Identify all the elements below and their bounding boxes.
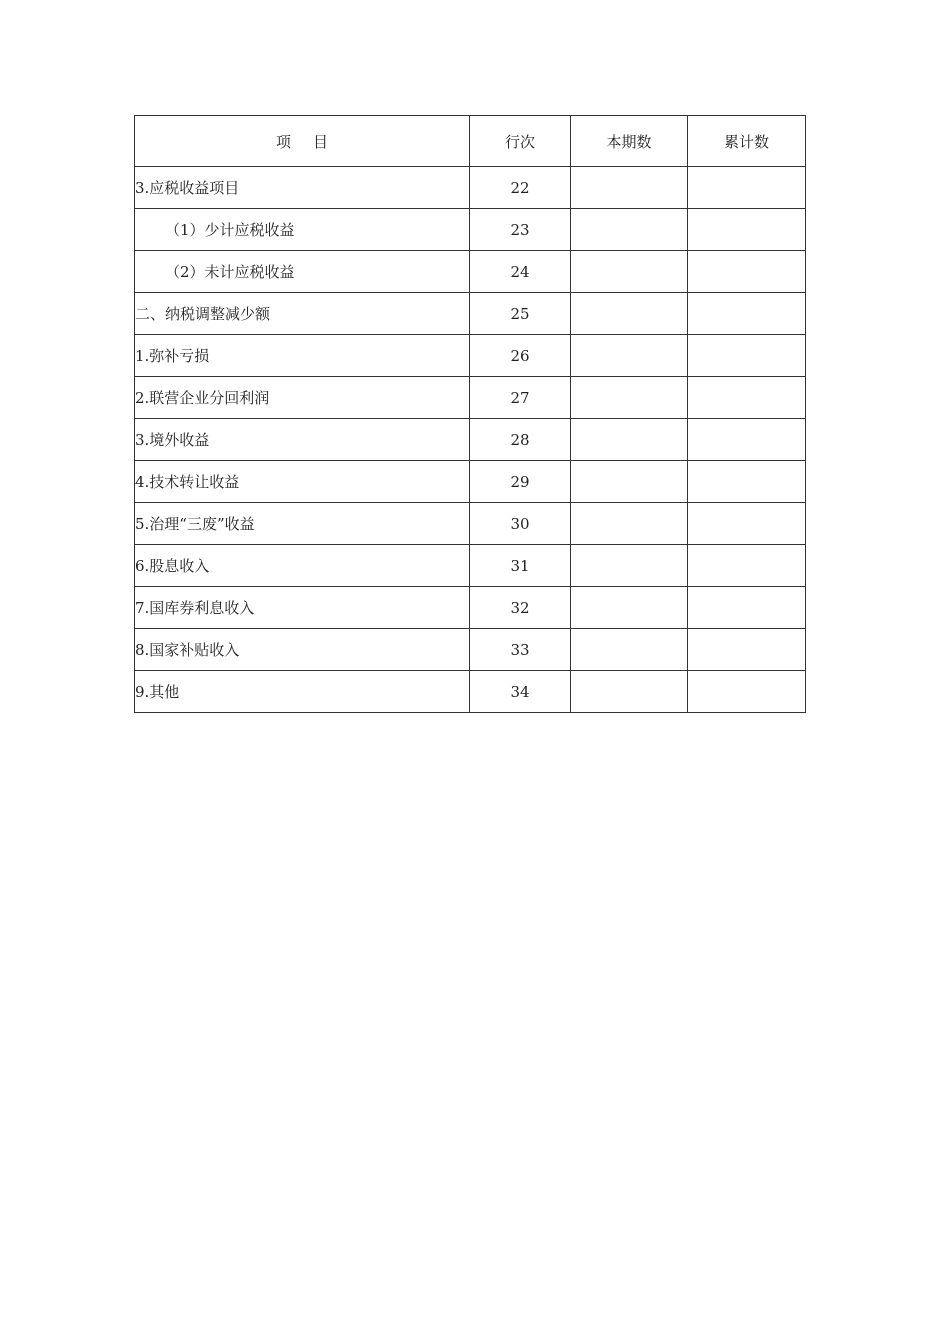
- table-row: [135, 167, 806, 209]
- row-current-cell[interactable]: [571, 629, 688, 671]
- row-cumulative-cell[interactable]: [688, 629, 806, 671]
- row-line-number: 33: [470, 629, 571, 671]
- table-row: [135, 251, 806, 293]
- row-line-number: 26: [470, 335, 571, 377]
- table-header-row: [135, 116, 806, 167]
- row-current-cell[interactable]: [571, 377, 688, 419]
- row-line-number: 22: [470, 167, 571, 209]
- table-row: [135, 377, 806, 419]
- table-row: [135, 587, 806, 629]
- row-current-cell[interactable]: [571, 293, 688, 335]
- row-cumulative-cell[interactable]: [688, 377, 806, 419]
- row-current-cell[interactable]: [571, 167, 688, 209]
- row-line-number: 25: [470, 293, 571, 335]
- row-current-cell[interactable]: [571, 419, 688, 461]
- row-line-number: 23: [470, 209, 571, 251]
- row-item: 5.治理“三废”收益: [135, 503, 470, 545]
- table-row: [135, 209, 806, 251]
- row-item: 二、纳税调整减少额: [135, 293, 470, 335]
- row-line-number: 28: [470, 419, 571, 461]
- row-item: 7.国库券利息收入: [135, 587, 470, 629]
- row-cumulative-cell[interactable]: [688, 671, 806, 713]
- row-cumulative-cell[interactable]: [688, 419, 806, 461]
- row-current-cell[interactable]: [571, 545, 688, 587]
- table-row: [135, 545, 806, 587]
- row-cumulative-cell[interactable]: [688, 503, 806, 545]
- header-item: [135, 116, 470, 167]
- tax-adjustment-table: [134, 115, 806, 713]
- header-current-period: 本期数: [571, 116, 688, 167]
- table-row: [135, 671, 806, 713]
- row-cumulative-cell[interactable]: [688, 293, 806, 335]
- row-line-number: 24: [470, 251, 571, 293]
- row-current-cell[interactable]: [571, 335, 688, 377]
- row-cumulative-cell[interactable]: [688, 335, 806, 377]
- header-item-part2: 目: [313, 132, 329, 151]
- row-item: （1）少计应税收益: [135, 209, 470, 251]
- row-item: 3.应税收益项目: [135, 167, 470, 209]
- row-line-number: 30: [470, 503, 571, 545]
- row-cumulative-cell[interactable]: [688, 167, 806, 209]
- row-item: 9.其他: [135, 671, 470, 713]
- row-current-cell[interactable]: [571, 671, 688, 713]
- row-item: （2）未计应税收益: [135, 251, 470, 293]
- row-cumulative-cell[interactable]: [688, 461, 806, 503]
- row-item: 2.联营企业分回利润: [135, 377, 470, 419]
- row-current-cell[interactable]: [571, 209, 688, 251]
- row-current-cell[interactable]: [571, 503, 688, 545]
- table-row: [135, 293, 806, 335]
- table-row: [135, 335, 806, 377]
- header-line-number: 行次: [470, 116, 571, 167]
- row-cumulative-cell[interactable]: [688, 251, 806, 293]
- row-item: 3.境外收益: [135, 419, 470, 461]
- row-item: 6.股息收入: [135, 545, 470, 587]
- row-item: 4.技术转让收益: [135, 461, 470, 503]
- row-cumulative-cell[interactable]: [688, 587, 806, 629]
- header-item-part1: 项: [275, 132, 291, 151]
- row-current-cell[interactable]: [571, 587, 688, 629]
- table-row: [135, 629, 806, 671]
- row-line-number: 31: [470, 545, 571, 587]
- row-line-number: 32: [470, 587, 571, 629]
- row-item: 8.国家补贴收入: [135, 629, 470, 671]
- row-line-number: 29: [470, 461, 571, 503]
- table-row: [135, 419, 806, 461]
- header-cumulative: 累计数: [688, 116, 806, 167]
- row-line-number: 34: [470, 671, 571, 713]
- row-cumulative-cell[interactable]: [688, 545, 806, 587]
- row-current-cell[interactable]: [571, 251, 688, 293]
- table-row: [135, 503, 806, 545]
- table-row: [135, 461, 806, 503]
- row-cumulative-cell[interactable]: [688, 209, 806, 251]
- row-item: 1.弥补亏损: [135, 335, 470, 377]
- row-line-number: 27: [470, 377, 571, 419]
- row-current-cell[interactable]: [571, 461, 688, 503]
